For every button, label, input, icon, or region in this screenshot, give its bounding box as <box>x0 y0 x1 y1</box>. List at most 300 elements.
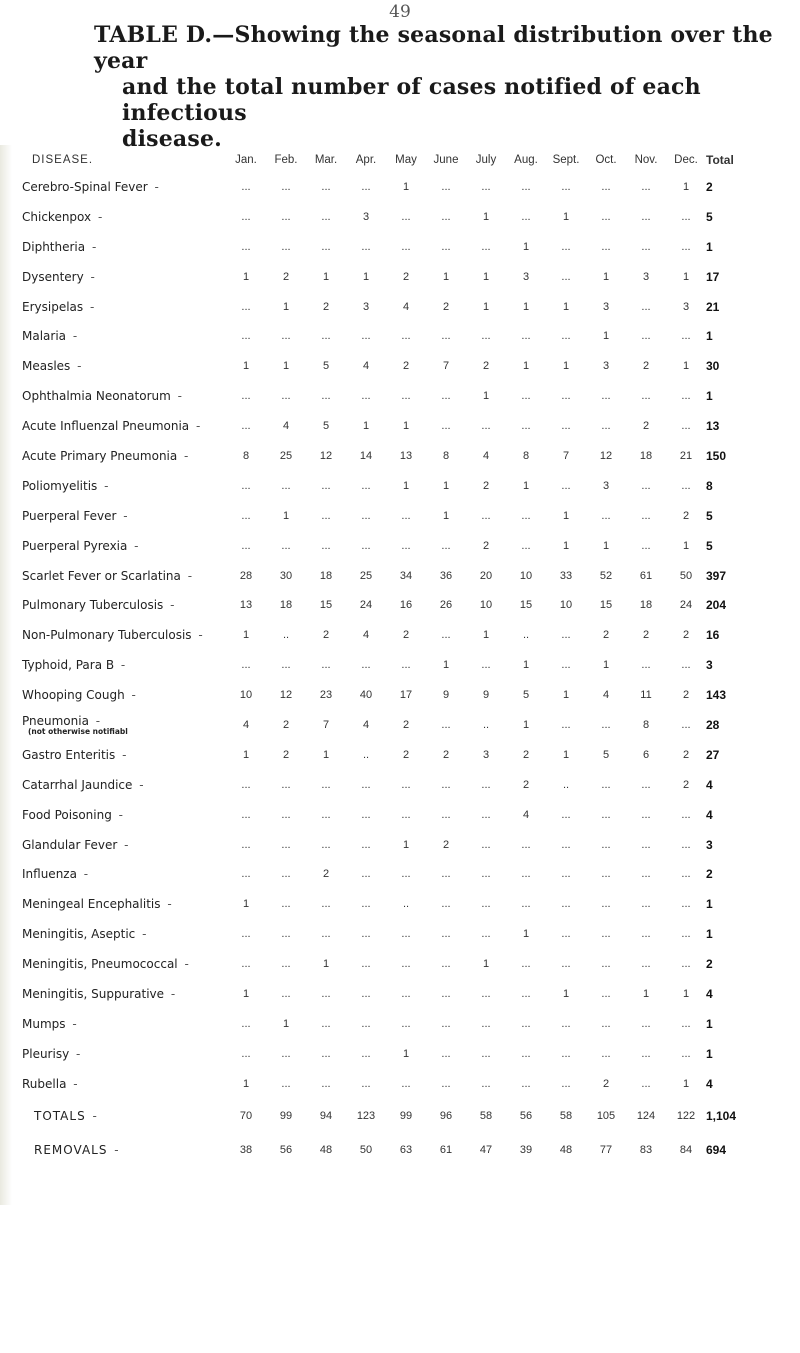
month-cell: ... <box>681 928 691 941</box>
month-cell: 105 <box>596 1109 616 1122</box>
month-cell: ... <box>281 838 291 851</box>
month-cell: ... <box>481 778 491 791</box>
leader-dashes: - <box>88 713 104 728</box>
leader-dashes: - <box>69 1046 84 1061</box>
month-cell: ... <box>561 958 571 971</box>
table-row <box>14 620 792 650</box>
month-cell: ... <box>441 629 451 642</box>
month-cell: ... <box>521 390 531 403</box>
month-cell: ... <box>281 778 291 791</box>
month-cell: ... <box>481 987 491 1000</box>
total-cell: 13 <box>706 419 720 434</box>
month-cell: 48 <box>559 1143 573 1156</box>
month-cell: ... <box>401 808 411 821</box>
total-cell: 143 <box>706 688 727 703</box>
month-cell: ... <box>441 958 451 971</box>
disease-name-cell <box>14 351 226 381</box>
month-cell: ... <box>441 808 451 821</box>
disease-name-cell <box>14 1009 226 1039</box>
month-cell: 1 <box>282 360 290 373</box>
leader-dashes: - <box>163 598 178 613</box>
total-cell: 1,104 <box>706 1108 737 1123</box>
month-cell: .. <box>482 718 490 731</box>
leader-dashes: - <box>147 179 162 194</box>
month-cell: ... <box>321 210 331 223</box>
month-cell: ... <box>361 539 371 552</box>
month-cell: 3 <box>362 210 370 223</box>
leader-dashes: - <box>91 209 106 224</box>
month-cell: ... <box>561 898 571 911</box>
column-header: July <box>475 154 497 166</box>
disease-name-cell <box>14 202 226 232</box>
month-cell: ... <box>601 898 611 911</box>
month-cell: ... <box>241 958 251 971</box>
month-cell: ... <box>641 868 651 881</box>
month-cell: ... <box>681 420 691 433</box>
month-cell: 1 <box>682 360 690 373</box>
month-cell: 63 <box>399 1143 413 1156</box>
total-cell: 8 <box>706 478 713 493</box>
table-row <box>14 471 792 501</box>
month-cell: ... <box>441 928 451 941</box>
disease-name: Scarlet Fever or Scarlatina <box>22 568 181 583</box>
leader-dashes: - <box>66 1076 81 1091</box>
disease-name: Influenza <box>22 867 77 882</box>
month-cell: 13 <box>239 599 253 612</box>
leader-dashes: - <box>135 927 150 942</box>
month-cell: 3 <box>602 360 610 373</box>
month-cell: ... <box>441 1017 451 1030</box>
disease-name-cell <box>14 650 226 680</box>
disease-name-cell <box>14 561 226 591</box>
month-cell: 25 <box>359 569 373 582</box>
month-cell: 1 <box>362 270 370 283</box>
month-cell: 1 <box>442 479 450 492</box>
month-cell: 124 <box>636 1109 656 1122</box>
total-cell: 3 <box>706 658 713 673</box>
month-cell: 1 <box>602 270 610 283</box>
disease-name-cell <box>14 1099 226 1133</box>
month-cell: 1 <box>522 659 530 672</box>
month-cell: ... <box>321 1077 331 1090</box>
column-header: June <box>433 154 459 166</box>
month-cell: ... <box>681 1047 691 1060</box>
month-cell: 1 <box>522 928 530 941</box>
month-cell: 58 <box>559 1109 573 1122</box>
month-cell: ... <box>361 240 371 253</box>
month-cell: ... <box>521 1017 531 1030</box>
table-row <box>14 740 792 770</box>
month-cell: ... <box>361 659 371 672</box>
leader-dashes: - <box>83 269 98 284</box>
total-cell: 150 <box>706 448 727 463</box>
total-cell: 4 <box>706 1076 713 1091</box>
month-cell: ... <box>361 180 371 193</box>
table-row <box>14 381 792 411</box>
table-row <box>14 351 792 381</box>
month-cell: 16 <box>399 599 413 612</box>
disease-name-cell <box>14 770 226 800</box>
table-row <box>14 441 792 471</box>
month-cell: ... <box>521 330 531 343</box>
month-cell: 1 <box>442 270 450 283</box>
month-cell: ... <box>241 240 251 253</box>
month-cell: ... <box>401 778 411 791</box>
disease-name: Food Poisoning <box>22 807 112 822</box>
month-cell: ... <box>561 270 571 283</box>
month-cell: ... <box>641 240 651 253</box>
month-cell: ... <box>321 987 331 1000</box>
month-cell: 1 <box>562 987 570 1000</box>
month-cell: ... <box>481 808 491 821</box>
month-cell: ... <box>281 210 291 223</box>
month-cell: 5 <box>322 360 330 373</box>
total-cell: 28 <box>706 717 720 732</box>
month-cell: 1 <box>482 300 490 313</box>
disease-name-cell <box>14 411 226 441</box>
month-cell: ... <box>521 509 531 522</box>
disease-name: REMOVALS <box>34 1142 108 1157</box>
table-row <box>14 889 792 919</box>
month-cell: 1 <box>322 270 330 283</box>
month-cell: ... <box>521 180 531 193</box>
leader-dashes: - <box>66 329 81 344</box>
month-cell: ... <box>601 718 611 731</box>
month-cell: ... <box>561 629 571 642</box>
total-cell: 694 <box>706 1142 727 1157</box>
month-cell: ... <box>441 390 451 403</box>
month-cell: 9 <box>482 689 490 702</box>
month-cell: 2 <box>642 360 650 373</box>
month-cell: 8 <box>242 449 250 462</box>
month-cell: ... <box>561 838 571 851</box>
month-cell: ... <box>601 390 611 403</box>
disease-name: Puerperal Pyrexia <box>22 538 128 553</box>
month-cell: ... <box>281 479 291 492</box>
month-cell: 10 <box>479 599 493 612</box>
month-cell: ... <box>321 539 331 552</box>
month-cell: 2 <box>682 778 690 791</box>
month-cell: ... <box>681 808 691 821</box>
leader-dashes: - <box>83 299 98 314</box>
month-cell: ... <box>241 928 251 941</box>
month-cell: 47 <box>479 1143 493 1156</box>
table-row <box>14 680 792 710</box>
month-cell: ... <box>481 240 491 253</box>
month-cell: 1 <box>402 180 410 193</box>
month-cell: ... <box>361 898 371 911</box>
month-cell: 2 <box>402 629 410 642</box>
month-cell: ... <box>561 330 571 343</box>
leader-dashes: - <box>132 777 147 792</box>
month-cell: 1 <box>402 838 410 851</box>
month-cell: ... <box>361 838 371 851</box>
disease-name-cell <box>14 680 226 710</box>
month-cell: 1 <box>242 270 250 283</box>
month-cell: 2 <box>402 270 410 283</box>
page-number: 49 <box>389 2 411 22</box>
month-cell: ... <box>401 1077 411 1090</box>
month-cell: 38 <box>239 1143 253 1156</box>
month-cell: ... <box>641 958 651 971</box>
month-cell: ... <box>481 330 491 343</box>
month-cell: 1 <box>682 270 690 283</box>
table-row <box>14 949 792 979</box>
column-header: Nov. <box>634 154 658 166</box>
page-edge-shadow <box>0 145 12 1205</box>
month-cell: 3 <box>522 270 530 283</box>
column-header: Apr. <box>355 154 377 166</box>
month-cell: 10 <box>559 599 573 612</box>
month-cell: ... <box>521 987 531 1000</box>
month-cell: ... <box>441 778 451 791</box>
month-cell: ... <box>361 1077 371 1090</box>
total-cell: 1 <box>706 897 713 912</box>
month-cell: 2 <box>442 300 450 313</box>
month-cell: ... <box>281 240 291 253</box>
month-cell: ... <box>441 420 451 433</box>
month-cell: ... <box>401 509 411 522</box>
month-cell: 1 <box>402 420 410 433</box>
month-cell: ... <box>561 1077 571 1090</box>
month-cell: ... <box>321 898 331 911</box>
disease-name: Ophthalmia Neonatorum <box>22 389 171 404</box>
month-cell: 1 <box>322 748 330 761</box>
total-cell: 1 <box>706 1046 713 1061</box>
month-cell: 1 <box>242 629 250 642</box>
month-cell: 12 <box>319 449 333 462</box>
month-cell: 4 <box>602 689 610 702</box>
table-row <box>14 321 792 351</box>
month-cell: ... <box>521 1077 531 1090</box>
month-cell: 70 <box>239 1109 253 1122</box>
total-cell: 4 <box>706 986 713 1001</box>
month-cell: ... <box>561 928 571 941</box>
heading-line-2: and the total number of cases notified of each infectious <box>122 74 701 126</box>
month-cell: 24 <box>679 599 693 612</box>
month-cell: ... <box>521 898 531 911</box>
disease-name-cell <box>14 979 226 1009</box>
month-cell: 3 <box>642 270 650 283</box>
month-cell: ... <box>601 838 611 851</box>
month-cell: 1 <box>522 360 530 373</box>
month-cell: ... <box>561 180 571 193</box>
month-cell: 3 <box>482 748 490 761</box>
month-cell: 61 <box>639 569 653 582</box>
leader-dashes: - <box>164 986 179 1001</box>
month-cell: ... <box>601 987 611 1000</box>
month-cell: ... <box>561 718 571 731</box>
column-header: Aug. <box>514 154 538 166</box>
month-cell: 40 <box>359 689 373 702</box>
month-cell: 1 <box>562 300 570 313</box>
leader-dashes: - <box>115 747 130 762</box>
month-cell: ... <box>361 778 371 791</box>
month-cell: ... <box>481 1017 491 1030</box>
disease-name: Rubella <box>22 1076 67 1091</box>
disease-name-cell <box>14 262 226 292</box>
leader-dashes: - <box>76 867 92 882</box>
total-cell: 204 <box>706 598 727 613</box>
month-cell: ... <box>681 958 691 971</box>
disease-name-cell <box>14 620 226 650</box>
month-cell: 20 <box>479 569 493 582</box>
month-cell: ... <box>601 1017 611 1030</box>
month-cell: ... <box>321 479 331 492</box>
month-cell: ... <box>361 1017 371 1030</box>
month-cell: 2 <box>642 629 650 642</box>
month-cell: 2 <box>282 718 290 731</box>
month-cell: 2 <box>602 1077 610 1090</box>
month-cell: ... <box>281 390 291 403</box>
total-cell: 16 <box>706 628 720 643</box>
month-cell: ... <box>481 659 491 672</box>
leader-dashes: - <box>97 478 112 493</box>
month-cell: 4 <box>362 718 370 731</box>
month-cell: ... <box>241 659 251 672</box>
month-cell: ... <box>401 210 411 223</box>
disease-name: Dysentery <box>22 269 84 284</box>
month-cell: ... <box>481 898 491 911</box>
month-cell: ... <box>401 240 411 253</box>
month-cell: ... <box>641 479 651 492</box>
month-cell: ... <box>601 509 611 522</box>
disease-name-cell <box>14 501 226 531</box>
month-cell: ... <box>641 898 651 911</box>
month-cell: ... <box>241 1017 251 1030</box>
disease-name: Pulmonary Tuberculosis <box>22 598 164 613</box>
leader-dashes: - <box>107 1142 122 1157</box>
month-cell: 36 <box>439 569 453 582</box>
month-cell: ... <box>561 479 571 492</box>
leader-dashes: - <box>124 688 139 703</box>
column-header: Total <box>706 153 734 167</box>
month-cell: 25 <box>279 449 293 462</box>
month-cell: ... <box>281 1047 291 1060</box>
table-row <box>14 1069 792 1099</box>
month-cell: 2 <box>282 748 290 761</box>
disease-name: Poliomyelitis <box>22 478 98 493</box>
month-cell: 1 <box>602 659 610 672</box>
month-cell: 3 <box>602 300 610 313</box>
month-cell: 122 <box>676 1109 696 1122</box>
month-cell: ... <box>241 180 251 193</box>
month-cell: 77 <box>599 1143 613 1156</box>
table-row <box>14 501 792 531</box>
month-cell: ... <box>681 718 691 731</box>
month-cell: ... <box>681 868 691 881</box>
month-cell: ... <box>441 1077 451 1090</box>
month-cell: 3 <box>602 479 610 492</box>
month-cell: 4 <box>282 420 290 433</box>
disease-name: Erysipelas <box>22 299 84 314</box>
month-cell: ... <box>601 420 611 433</box>
month-cell: 1 <box>282 1017 290 1030</box>
month-cell: ... <box>521 958 531 971</box>
table-body <box>14 172 792 1167</box>
total-cell: 27 <box>706 747 720 762</box>
month-cell: 4 <box>362 360 370 373</box>
month-cell: ... <box>361 479 371 492</box>
disease-name: Measles <box>22 359 71 374</box>
month-cell: ... <box>481 1077 491 1090</box>
table-row <box>14 292 792 322</box>
month-cell: ... <box>321 180 331 193</box>
month-cell: 2 <box>482 360 490 373</box>
month-cell: ... <box>281 928 291 941</box>
month-cell: ... <box>241 1047 251 1060</box>
month-cell: 1 <box>282 300 290 313</box>
table-row <box>14 411 792 441</box>
month-cell: ... <box>601 180 611 193</box>
month-cell: ... <box>321 778 331 791</box>
leader-dashes: - <box>111 807 126 822</box>
leader-dashes: - <box>85 239 100 254</box>
month-cell: ... <box>641 330 651 343</box>
month-cell: 15 <box>519 599 533 612</box>
month-cell: 1 <box>562 689 570 702</box>
month-cell: 2 <box>402 360 410 373</box>
column-header: DISEASE. <box>32 154 94 166</box>
month-cell: 18 <box>639 599 653 612</box>
month-cell: 28 <box>239 569 253 582</box>
month-cell: ... <box>241 420 251 433</box>
column-header: Mar. <box>314 154 338 166</box>
month-cell: ... <box>441 240 451 253</box>
month-cell: 1 <box>562 539 570 552</box>
disease-name: Gastro Enteritis <box>22 747 116 762</box>
month-cell: 33 <box>559 569 573 582</box>
table-row <box>14 232 792 262</box>
month-cell: ... <box>441 898 451 911</box>
leader-dashes: - <box>127 538 142 553</box>
summary-row <box>14 1133 792 1167</box>
leader-dashes: - <box>117 837 132 852</box>
month-cell: ... <box>241 390 251 403</box>
total-cell: 397 <box>706 568 727 583</box>
month-cell: 1 <box>242 987 250 1000</box>
disease-name: Catarrhal Jaundice <box>22 777 133 792</box>
disease-name-cell <box>14 292 226 322</box>
month-cell: ... <box>641 300 651 313</box>
month-cell: 7 <box>322 718 330 731</box>
total-cell: 1 <box>706 1016 713 1031</box>
month-cell: 2 <box>522 748 530 761</box>
month-cell: 10 <box>519 569 533 582</box>
month-cell: ... <box>481 509 491 522</box>
month-cell: 1 <box>522 718 530 731</box>
month-cell: 1 <box>402 479 410 492</box>
month-cell: ... <box>361 808 371 821</box>
disease-name-cell <box>14 710 226 740</box>
disease-name: Typhoid, Para B <box>22 658 115 673</box>
month-cell: 15 <box>319 599 333 612</box>
month-cell: ... <box>681 390 691 403</box>
leader-dashes: - <box>116 508 131 523</box>
month-cell: 7 <box>442 360 450 373</box>
month-cell: 1 <box>482 270 490 283</box>
disease-name: Acute Influenzal Pneumonia <box>22 419 190 434</box>
month-cell: .. <box>282 629 290 642</box>
month-cell: ... <box>601 778 611 791</box>
month-cell: 123 <box>356 1109 376 1122</box>
month-cell: ... <box>601 928 611 941</box>
month-cell: ... <box>241 479 251 492</box>
month-cell: ... <box>241 300 251 313</box>
month-cell: 11 <box>640 689 652 702</box>
month-cell: ... <box>321 330 331 343</box>
seasonal-distribution-table <box>14 148 792 1167</box>
